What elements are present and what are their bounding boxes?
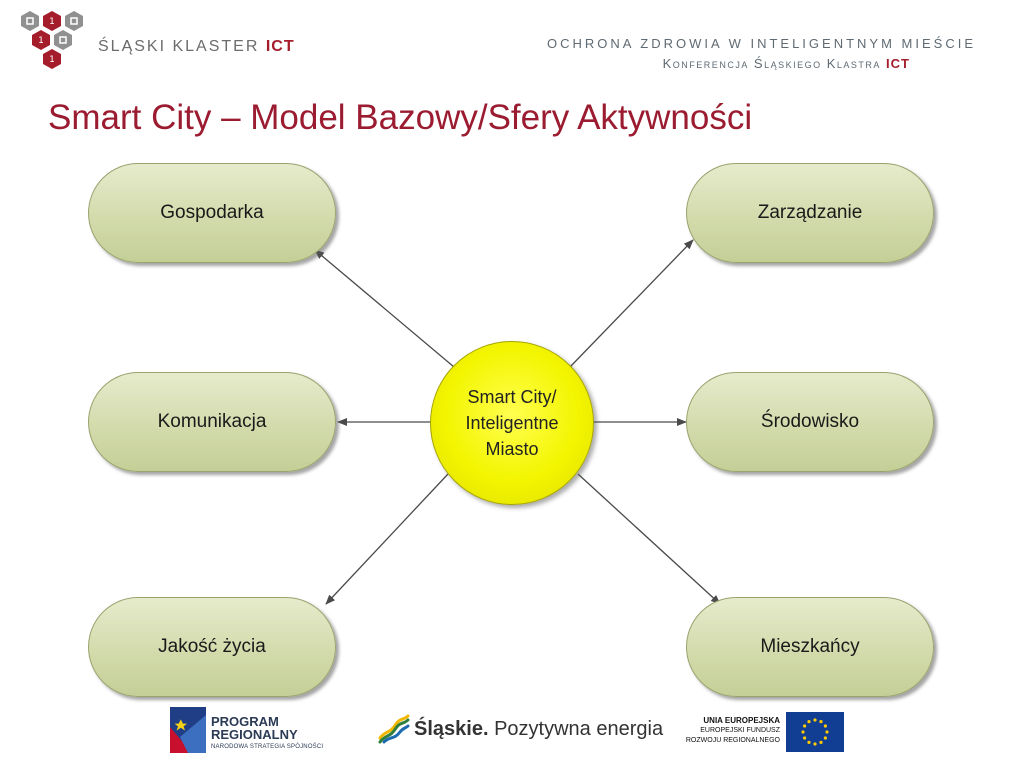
- center-label-line: Inteligentne: [465, 413, 559, 433]
- eu-flag-icon: [786, 712, 844, 752]
- slaskie-logo-text: [414, 718, 663, 741]
- program-regionalny-logo-icon: [170, 707, 206, 753]
- slaskie-wave-icon: [378, 714, 410, 744]
- center-label-line: Miasto: [485, 439, 539, 459]
- eu-star: [813, 742, 816, 745]
- conference-subtitle-suffix: ICT: [886, 56, 910, 71]
- hex-digit: 1: [49, 17, 55, 27]
- slaskie-tagline: Pozytywna energia: [494, 718, 664, 740]
- sphere-label: Komunikacja: [157, 411, 267, 432]
- eu-star: [807, 741, 810, 744]
- center-node: [430, 341, 594, 505]
- eu-logo-line: ROZWOJU REGIONALNEGO: [685, 737, 780, 744]
- hex-digit: 1: [38, 36, 44, 46]
- eu-star: [801, 730, 804, 733]
- sphere-label: Środowisko: [760, 411, 860, 432]
- slaskie-brand: Śląskie.: [414, 718, 489, 740]
- sphere-label: Jakość życia: [158, 636, 266, 657]
- eu-logo-line: EUROPEJSKI FUNDUSZ: [700, 727, 780, 734]
- eu-star: [824, 736, 827, 739]
- sphere-jakosc-zycia: [88, 597, 336, 697]
- hex-digit: 1: [49, 55, 55, 65]
- eu-star: [803, 736, 806, 739]
- sphere-label: Mieszkańcy: [760, 636, 860, 657]
- conference-title: OCHRONA ZDROWIA W INTELIGENTNYM MIEŚCIE: [546, 36, 976, 51]
- eu-star: [824, 724, 827, 727]
- cluster-name-suffix: ICT: [265, 38, 295, 55]
- slide-title: Smart City – Model Bazowy/Sfery Aktywności: [48, 98, 753, 137]
- sphere-zarzadzanie: [686, 163, 934, 263]
- sphere-komunikacja: [88, 372, 336, 472]
- program-logo-line: REGIONALNY: [211, 727, 298, 742]
- eu-star: [813, 718, 816, 721]
- connector-arrow: [570, 240, 693, 367]
- program-logo-title: [211, 715, 298, 741]
- conference-subtitle-text: Konferencja Śląskiego Klastra: [662, 56, 881, 71]
- cluster-name-text: ŚLĄSKI KLASTER: [98, 38, 260, 55]
- sphere-gospodarka: [88, 163, 336, 263]
- sphere-label: Zarządzanie: [757, 202, 863, 223]
- eu-star: [825, 730, 828, 733]
- center-label-line: Smart City/: [467, 387, 557, 407]
- eu-star: [819, 720, 822, 723]
- connector-arrow: [326, 474, 448, 604]
- sphere-label: Gospodarka: [160, 202, 264, 223]
- eu-logo-title: UNIA EUROPEJSKA: [703, 716, 780, 725]
- program-logo-subtitle: NARODOWA STRATEGIA SPÓJNOŚCI: [211, 744, 324, 750]
- eu-star: [819, 741, 822, 744]
- connector-arrow: [315, 250, 454, 367]
- sphere-srodowisko: [686, 372, 934, 472]
- eu-star: [803, 724, 806, 727]
- sphere-mieszkancy: [686, 597, 934, 697]
- connector-arrow: [578, 474, 720, 604]
- program-logo-line: PROGRAM: [211, 714, 279, 729]
- eu-star: [807, 720, 810, 723]
